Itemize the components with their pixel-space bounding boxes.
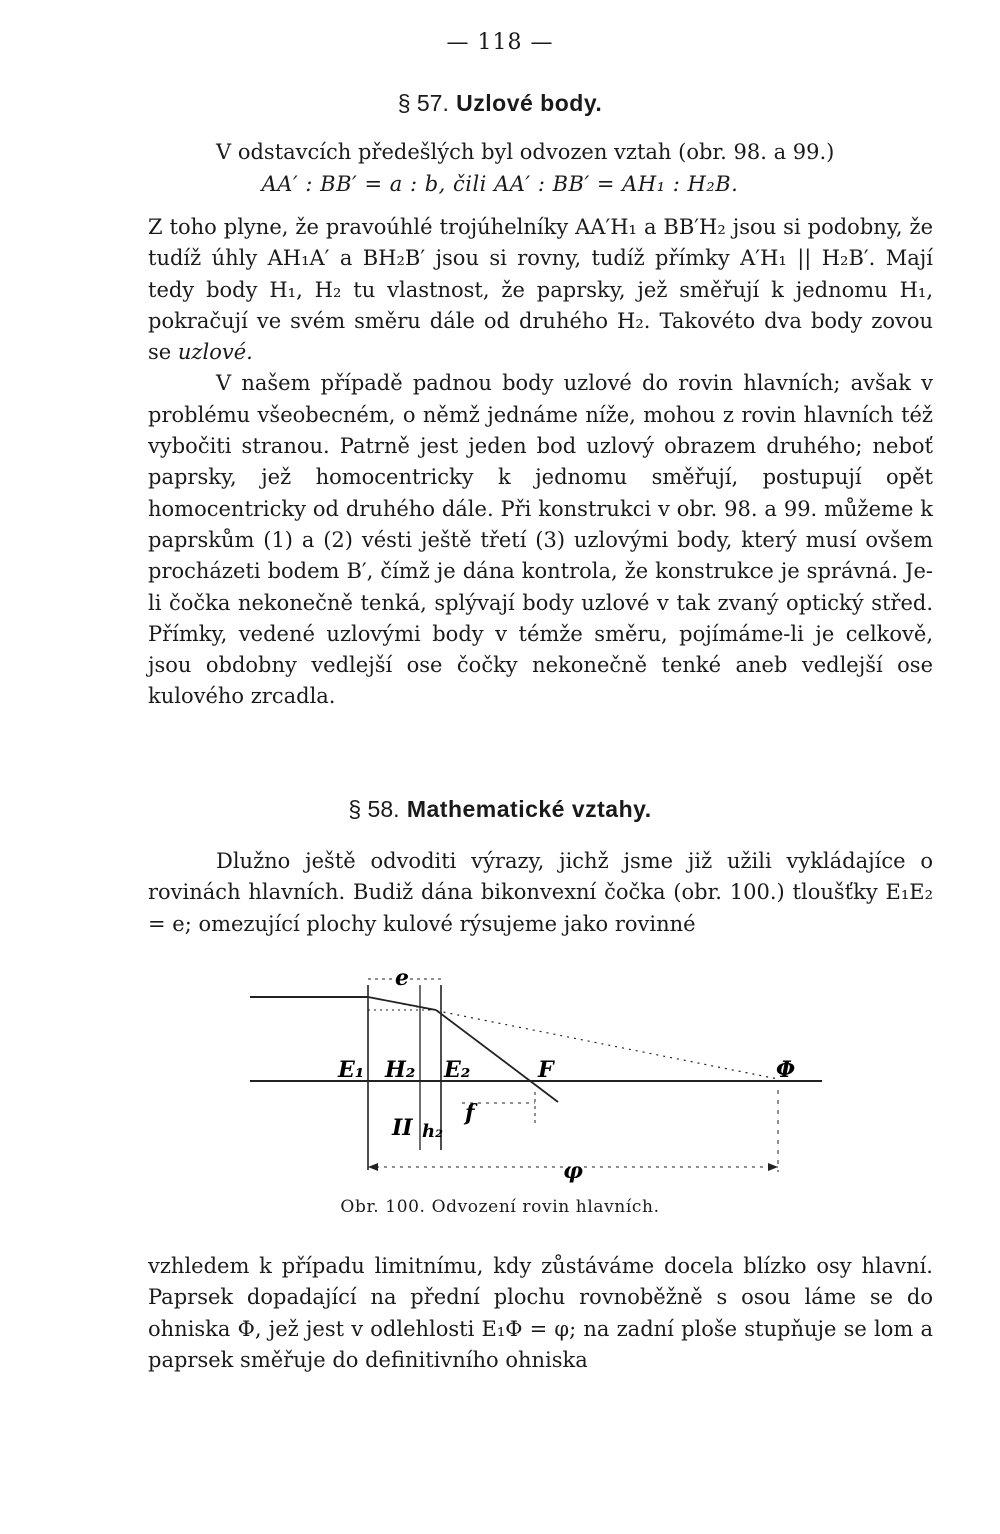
- section-58-number: § 58.: [348, 796, 400, 822]
- section-57-nodal-term: uzlové.: [177, 340, 253, 365]
- label-h2-small: h₂: [422, 1121, 443, 1142]
- label-f-dim: f: [465, 1100, 475, 1126]
- phi-arrow-left: [368, 1163, 378, 1171]
- section-57-formula: AA′ : BB′ = a : b, čili AA′ : BB′ = AH₁ : H₂B.: [261, 172, 739, 196]
- label-h2: H₂: [385, 1057, 416, 1083]
- label-phi-dim: φ: [563, 1158, 583, 1184]
- label-e2: E₂: [444, 1057, 471, 1083]
- section-57-paragraph-1-text: Z toho plyne, že pravoúhlé trojúhelníky AA′H₁ a BB′H₂ jsou si podobny, že tudíž úhly AH₁A′ a BH₂B′ jsou si rovny, tudíž přímky A′H₁ || H₂B′. Mají tedy body H₁, H₂ tu vlastnost, že paprsky, jež směřují k jednomu H₁, pokračují ve svém směru dále od druhého H₂. Takovéto dva body zovou se: [148, 215, 933, 365]
- label-f-point: F: [538, 1057, 554, 1083]
- section-58-paragraph-1: Dlužno ještě odvoditi výrazy, jichž jsme již užili vykládajíce o rovinách hlavních. Budiž dána bikonvexní čočka (obr. 100.) tloušťky E₁E₂ = e; omezující plochy kulové rýsujeme jako rovinné: [148, 849, 933, 936]
- page-number: — 118 —: [446, 30, 554, 55]
- label-phi-point: Φ: [776, 1057, 796, 1083]
- section-57-number: § 57.: [397, 90, 449, 116]
- section-58-paragraph-2: vzhledem k případu limitnímu, kdy zůstáváme docela blízko osy hlavní. Paprsek dopadající na přední plochu rovnoběžně s osou láme se do ohniska Φ, jež jest v odlehlosti E₁Φ = φ; na zadní ploše stupňuje se lom a paprsek směřuje do definitivního ohniska: [148, 1254, 933, 1372]
- section-57-title: Uzlové body.: [456, 90, 603, 116]
- section-58-title: Mathematické vztahy.: [406, 796, 652, 822]
- section-58-body-2: [148, 1251, 933, 1376]
- phi-arrow-right: [768, 1163, 778, 1171]
- section-57-paragraph-2: V našem případě padnou body uzlové do rovin hlavních; avšak v problému všeobecném, o němž jednáme níže, mohou z rovin hlavních též vybočiti stranou. Patrně jest jeden bod uzlový obrazem druhého; neboť paprsky, jež homocentricky k jednomu směřují, postupují opět homocentricky od druhého dále. Při konstrukci v obr. 98. a 99. můžeme k paprskům (1) a (2) vésti ještě třetí (3) uzlovými body, který musí ovšem procházeti bodem B′, čímž je dána kontrola, že konstrukce je správná. Je-li čočka nekonečně tenká, splývají body uzlové v tak zvaný optický střed. Přímky, vedené uzlovými body v témže směru, pojímáme-li je celkově, jsou obdobny vedlejší ose čočky nekonečně tenké aneb vedlejší ose kulového zrcadla.: [148, 371, 933, 709]
- label-e1: E₁: [338, 1057, 365, 1083]
- figure-caption: Obr. 100. Odvození rovin hlavních.: [340, 1197, 660, 1217]
- outgoing-ray: [436, 1010, 558, 1102]
- ray-inside-lens: [368, 997, 436, 1010]
- label-e: e: [395, 965, 409, 991]
- label-ii: II: [392, 1115, 413, 1141]
- section-57-intro: V odstavcích předešlých byl odvozen vztah (obr. 98. a 99.): [216, 140, 835, 164]
